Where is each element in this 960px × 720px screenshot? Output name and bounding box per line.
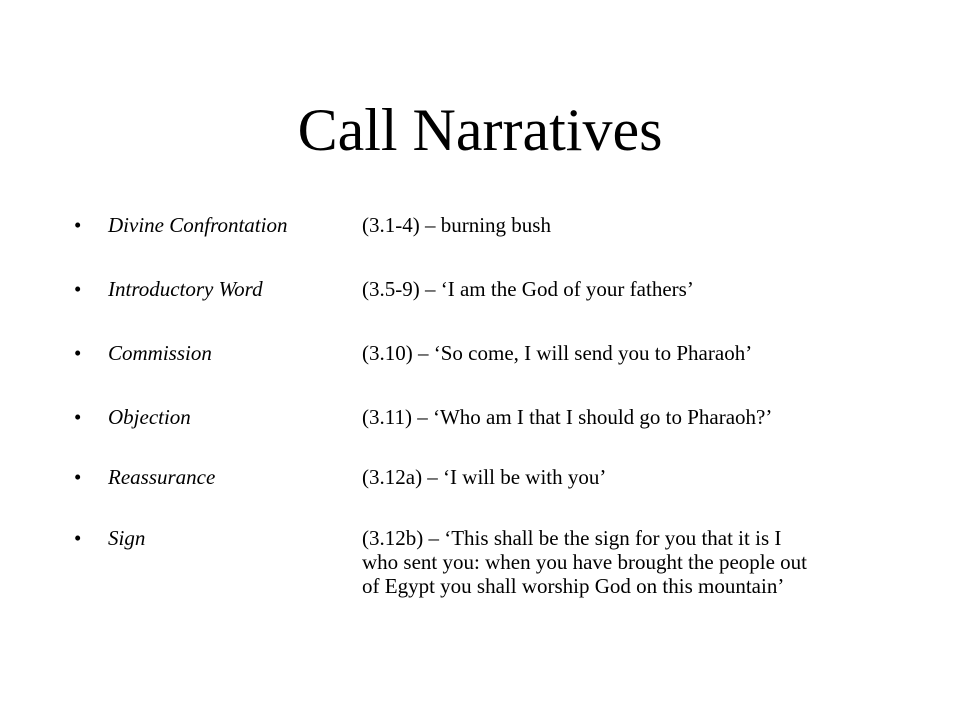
bullet-icon: • [74,277,82,301]
item-term: Commission [108,341,212,365]
bullet-icon: • [74,341,82,365]
item-description: (3.12b) – ‘This shall be the sign for you that it is I who sent you: when you have brought the people out of Egypt you shall worship God on this mountain’ [362,526,807,598]
item-description: (3.1-4) – burning bush [362,213,551,237]
item-term: Reassurance [108,465,216,489]
bullet-icon: • [74,213,82,237]
item-term: Divine Confrontation [108,213,288,237]
item-term: Objection [108,405,191,429]
bullet-icon: • [74,405,82,429]
bullet-icon: • [74,465,82,489]
item-description: (3.12a) – ‘I will be with you’ [362,465,607,489]
slide-title: Call Narratives [297,97,663,163]
item-description: (3.5-9) – ‘I am the God of your fathers’ [362,277,694,301]
item-term: Sign [108,526,146,550]
item-description: (3.11) – ‘Who am I that I should go to Pharaoh?’ [362,405,773,429]
bullet-icon: • [74,526,82,550]
item-description: (3.10) – ‘So come, I will send you to Pharaoh’ [362,341,753,365]
item-term: Introductory Word [108,277,263,301]
